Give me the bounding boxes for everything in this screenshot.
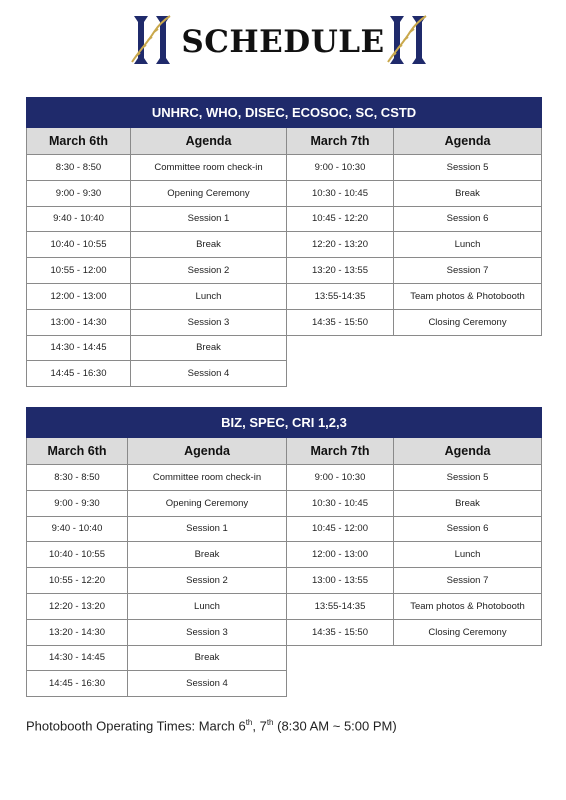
table-row [27,361,542,387]
agenda-cell: Lunch [394,542,542,568]
agenda-cell: Session 3 [128,619,287,645]
time-cell: 10:30 - 10:45 [287,180,394,206]
committee-header: BIZ, SPEC, CRI 1,2,3 [27,408,542,438]
agenda-cell: Break [128,645,287,671]
footer-text: , 7 [252,718,267,734]
time-cell: 10:40 - 10:55 [27,232,131,258]
time-cell: 10:30 - 10:45 [287,490,394,516]
committee-header: UNHRC, WHO, DISEC, ECOSOC, SC, CSTD [27,98,542,128]
time-cell: 9:00 - 10:30 [287,465,394,491]
empty-cell [287,361,394,387]
footer-text: Photobooth Operating Times: March 6 [26,718,246,734]
time-cell: 12:20 - 13:20 [27,593,128,619]
table-row [27,490,542,516]
agenda-cell: Break [128,542,287,568]
agenda-cell: Session 3 [131,309,287,335]
agenda-cell: Break [131,335,287,361]
table-row [27,206,542,232]
time-cell: 13:20 - 14:30 [27,619,128,645]
table-row [27,465,542,491]
page-title: SCHEDULE [181,24,385,60]
table-row [27,671,542,697]
empty-cell [394,645,542,671]
agenda-cell: Break [131,232,287,258]
time-cell: 9:00 - 9:30 [27,490,128,516]
time-cell: 8:30 - 8:50 [27,465,128,491]
time-cell: 9:40 - 10:40 [27,516,128,542]
photobooth-times [26,718,397,733]
agenda-cell: Lunch [131,283,287,309]
agenda-cell: Session 2 [128,568,287,594]
time-cell: 12:00 - 13:00 [27,283,131,309]
column-header-date: March 6th [27,438,128,465]
time-cell: 9:40 - 10:40 [27,206,131,232]
table-row [27,180,542,206]
agenda-cell: Session 6 [394,206,542,232]
time-cell: 10:55 - 12:00 [27,258,131,284]
time-cell: 12:20 - 13:20 [287,232,394,258]
agenda-cell: Committee room check-in [131,155,287,181]
column-header-date: March 7th [287,438,394,465]
empty-cell [394,671,542,697]
agenda-cell: Session 1 [128,516,287,542]
time-cell: 14:45 - 16:30 [27,671,128,697]
agenda-cell: Session 5 [394,155,542,181]
roman-twelve-logo-icon [386,12,432,68]
footer-sup: th [245,718,253,727]
time-cell: 9:00 - 10:30 [287,155,394,181]
footer-text: (8:30 AM ~ 5:00 PM) [273,718,397,734]
table-row [27,309,542,335]
agenda-cell: Break [394,490,542,516]
time-cell: 10:45 - 12:20 [287,206,394,232]
empty-cell [287,671,394,697]
agenda-cell: Team photos & Photobooth [394,593,542,619]
agenda-cell: Session 2 [131,258,287,284]
empty-cell [394,335,542,361]
schedule-table [26,97,542,387]
column-header-agenda: Agenda [394,438,542,465]
agenda-cell: Session 6 [394,516,542,542]
time-cell: 12:00 - 13:00 [287,542,394,568]
agenda-cell: Closing Ceremony [394,309,542,335]
agenda-cell: Session 5 [394,465,542,491]
empty-cell [394,361,542,387]
agenda-cell: Lunch [128,593,287,619]
time-cell: 14:30 - 14:45 [27,335,131,361]
table-row [27,645,542,671]
column-header-date: March 6th [27,128,131,155]
time-cell: 14:35 - 15:50 [287,309,394,335]
time-cell: 10:40 - 10:55 [27,542,128,568]
table-row [27,283,542,309]
table-row [27,335,542,361]
time-cell: 13:20 - 13:55 [287,258,394,284]
roman-twelve-logo-icon [130,12,176,68]
column-header-agenda: Agenda [128,438,287,465]
empty-cell [287,645,394,671]
table-row [27,232,542,258]
agenda-cell: Session 1 [131,206,287,232]
agenda-cell: Session 4 [128,671,287,697]
table-row [27,155,542,181]
agenda-cell: Lunch [394,232,542,258]
table-row [27,258,542,284]
table-row [27,568,542,594]
time-cell: 9:00 - 9:30 [27,180,131,206]
time-cell: 10:45 - 12:00 [287,516,394,542]
table-row [27,619,542,645]
time-cell: 10:55 - 12:20 [27,568,128,594]
column-header-agenda: Agenda [394,128,542,155]
agenda-cell: Opening Ceremony [131,180,287,206]
empty-cell [287,335,394,361]
agenda-cell: Team photos & Photobooth [394,283,542,309]
agenda-cell: Closing Ceremony [394,619,542,645]
footer-sup: th [266,718,274,727]
time-cell: 14:35 - 15:50 [287,619,394,645]
time-cell: 8:30 - 8:50 [27,155,131,181]
agenda-cell: Session 4 [131,361,287,387]
time-cell: 13:55-14:35 [287,593,394,619]
time-cell: 13:00 - 13:55 [287,568,394,594]
agenda-cell: Break [394,180,542,206]
column-header-agenda: Agenda [131,128,287,155]
header [0,10,566,72]
time-cell: 13:55-14:35 [287,283,394,309]
agenda-cell: Session 7 [394,258,542,284]
table-row [27,593,542,619]
time-cell: 13:00 - 14:30 [27,309,131,335]
table-row [27,516,542,542]
agenda-cell: Session 7 [394,568,542,594]
schedule-table [26,407,542,697]
agenda-cell: Committee room check-in [128,465,287,491]
table-row [27,542,542,568]
column-header-date: March 7th [287,128,394,155]
time-cell: 14:45 - 16:30 [27,361,131,387]
agenda-cell: Opening Ceremony [128,490,287,516]
time-cell: 14:30 - 14:45 [27,645,128,671]
